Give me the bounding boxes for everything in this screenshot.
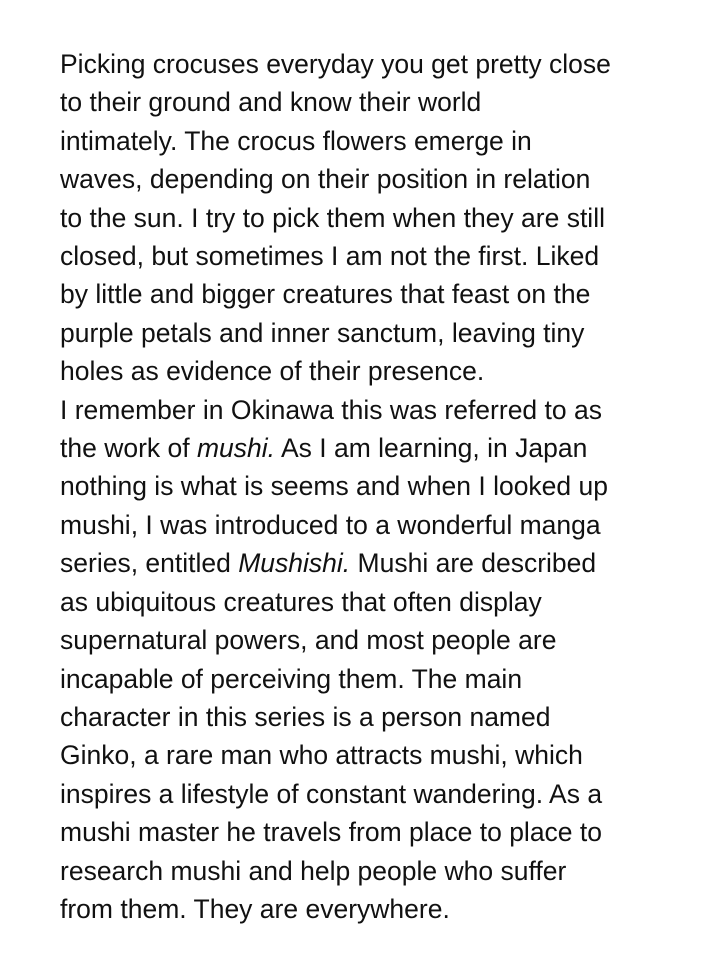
text-line: Picking crocuses everyday you get pretty close bbox=[60, 49, 611, 79]
text-line: to the sun. I try to pick them when they are still bbox=[60, 202, 605, 233]
text-line: as ubiquitous creatures that often display bbox=[60, 586, 542, 617]
text-line: Ginko, a rare man who attracts mushi, which bbox=[60, 740, 583, 771]
text-line: incapable of perceiving them. The main bbox=[60, 663, 523, 694]
text-line: research mushi and help people who suffer bbox=[60, 855, 567, 886]
text-line: inspires a lifestyle of constant wandering. As a bbox=[60, 778, 603, 809]
italic-term-mushi: mushi. bbox=[196, 433, 276, 464]
text-line: the work of mushi. As I am learning, in Japan bbox=[60, 433, 588, 464]
text-line: mushi, I was introduced to a wonderful manga bbox=[60, 509, 601, 540]
text-line: character in this series is a person named bbox=[60, 701, 551, 732]
italic-title-mushishi: Mushishi. bbox=[238, 548, 351, 579]
text-line: mushi master he travels from place to place to bbox=[60, 817, 603, 848]
text-line: waves, depending on their position in relation bbox=[60, 164, 591, 195]
body-text bbox=[60, 45, 677, 928]
text-line: supernatural powers, and most people are bbox=[60, 625, 557, 656]
text-line: closed, but sometimes I am not the first. Liked bbox=[60, 241, 600, 272]
text-line: holes as evidence of their presence. bbox=[60, 356, 485, 387]
text-line: series, entitled Mushishi. Mushi are described bbox=[60, 548, 597, 579]
text-line: I remember in Okinawa this was referred to as bbox=[60, 394, 602, 425]
text-line: from them. They are everywhere. bbox=[60, 893, 450, 924]
paragraph-1 bbox=[60, 45, 677, 391]
text-line: by little and bigger creatures that feast on the bbox=[60, 279, 591, 310]
text-line: intimately. The crocus flowers emerge in bbox=[60, 125, 532, 156]
text-line: nothing is what is seems and when I looked up bbox=[60, 471, 608, 502]
paragraph-2 bbox=[60, 391, 677, 929]
text-line: purple petals and inner sanctum, leaving tiny bbox=[60, 317, 585, 348]
text-line: to their ground and know their world bbox=[60, 87, 482, 118]
